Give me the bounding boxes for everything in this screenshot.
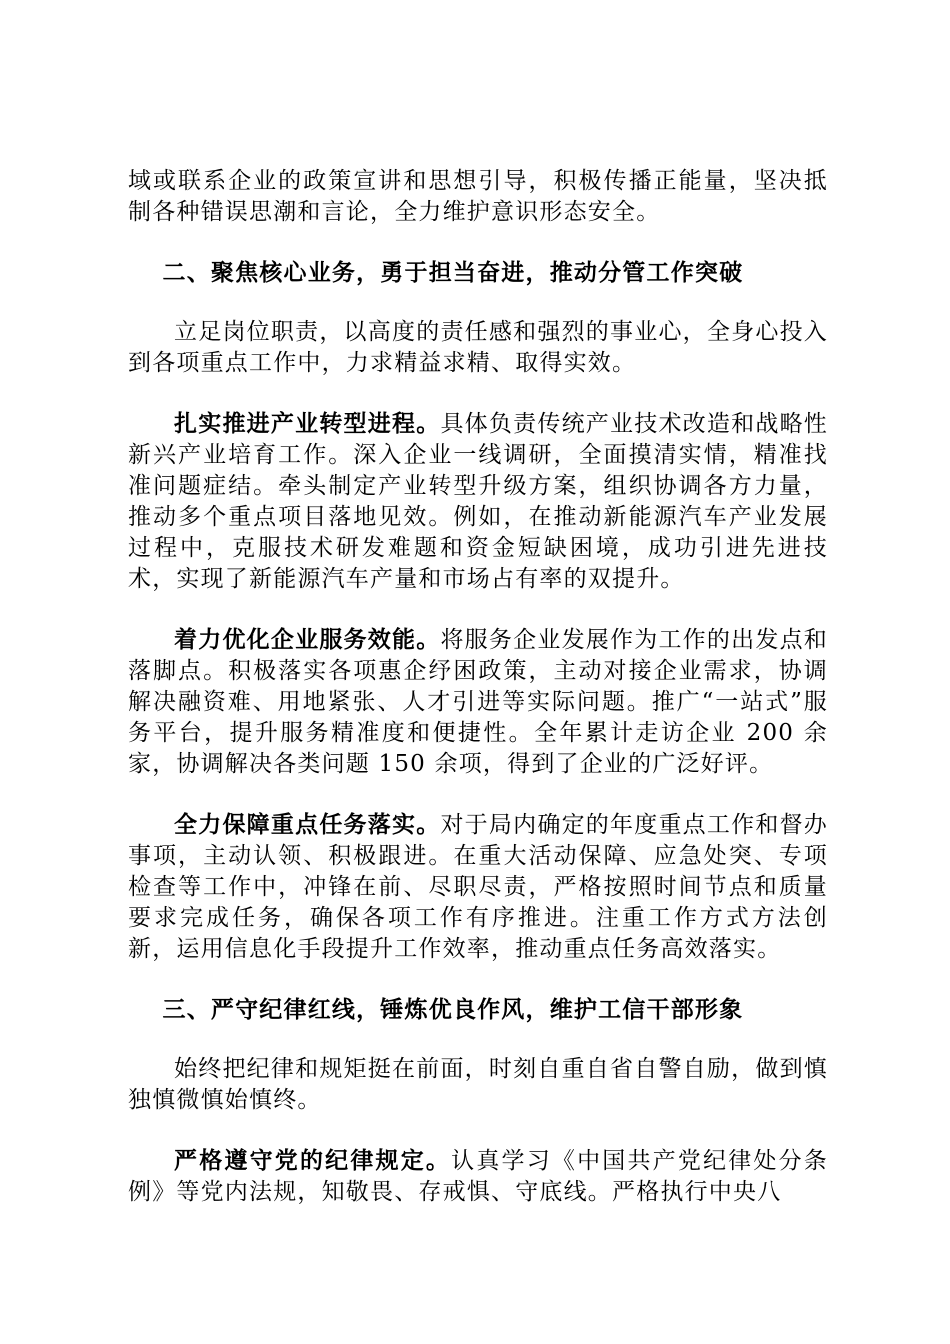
paragraph-enterprise-service (128, 624, 828, 780)
paragraph-industry-transformation (128, 408, 828, 595)
paragraph-lead: 扎实推进产业转型进程。 (174, 410, 441, 437)
paragraph-lead: 全力保障重点任务落实。 (174, 811, 441, 838)
paragraph-body: 具体负责传统产业技术改造和战略性新兴产业培育工作。深入企业一线调研，全面摸清实情，精准找准问题症结。牵头制定产业转型升级方案，组织协调各方力量，推动多个重点项目落地见效。例如，在推动新能源汽车产业发展过程中，克服技术研发难题和资金短缺困境，成功引进先进技术，实现了新能源汽车产量和市场占有率的双提升。 (128, 411, 828, 592)
section-heading-2: 二、聚焦核心业务，勇于担当奋进，推动分管工作突破 (162, 259, 744, 286)
paragraph-continuation: 域或联系企业的政策宣讲和思想引导，积极传播正能量，坚决抵制各种错误思潮和言论，全力维护意识形态安全。 (128, 168, 828, 225)
section-heading-3: 三、严守纪律红线，锤炼优良作风，维护工信干部形象 (162, 996, 744, 1023)
paragraph-party-discipline (128, 1145, 828, 1208)
paragraph-lead: 严格遵守党的纪律规定。 (174, 1147, 452, 1174)
paragraph-lead: 着力优化企业服务效能。 (174, 626, 441, 653)
paragraph-body: 认真学习《中国共产党纪律处分条例》等党内法规，知敬畏、存戒惧、守底线。严格执行中央八 (128, 1148, 829, 1205)
document-page (128, 166, 828, 1208)
paragraph-body: 对于局内确定的年度重点工作和督办事项，主动认领、积极跟进。在重大活动保障、应急处突、专项检查等工作中，冲锋在前、尽职尽责，严格按照时间节点和质量要求完成任务，确保各项工作有序推进。注重工作方式方法创新，运用信息化手段提升工作效率，推动重点任务高效落实。 (128, 812, 828, 962)
section-3-intro: 始终把纪律和规矩挺在前面，时刻自重自省自警自励，做到慎独慎微慎始慎终。 (128, 1056, 828, 1113)
section-2-intro: 立足岗位职责，以高度的责任感和强烈的事业心，全身心投入到各项重点工作中，力求精益求精、取得实效。 (128, 319, 828, 376)
paragraph-key-tasks (128, 809, 828, 965)
paragraph-body: 将服务企业发展作为工作的出发点和落脚点。积极落实各项惠企纾困政策，主动对接企业需求，协调解决融资难、用地紧张、人才引进等实际问题。推广“一站式”服务平台，提升服务精准度和便捷性。全年累计走访企业 200 余家，协调解决各类问题 150 余项，得到了企业的广泛好评。 (128, 627, 828, 777)
